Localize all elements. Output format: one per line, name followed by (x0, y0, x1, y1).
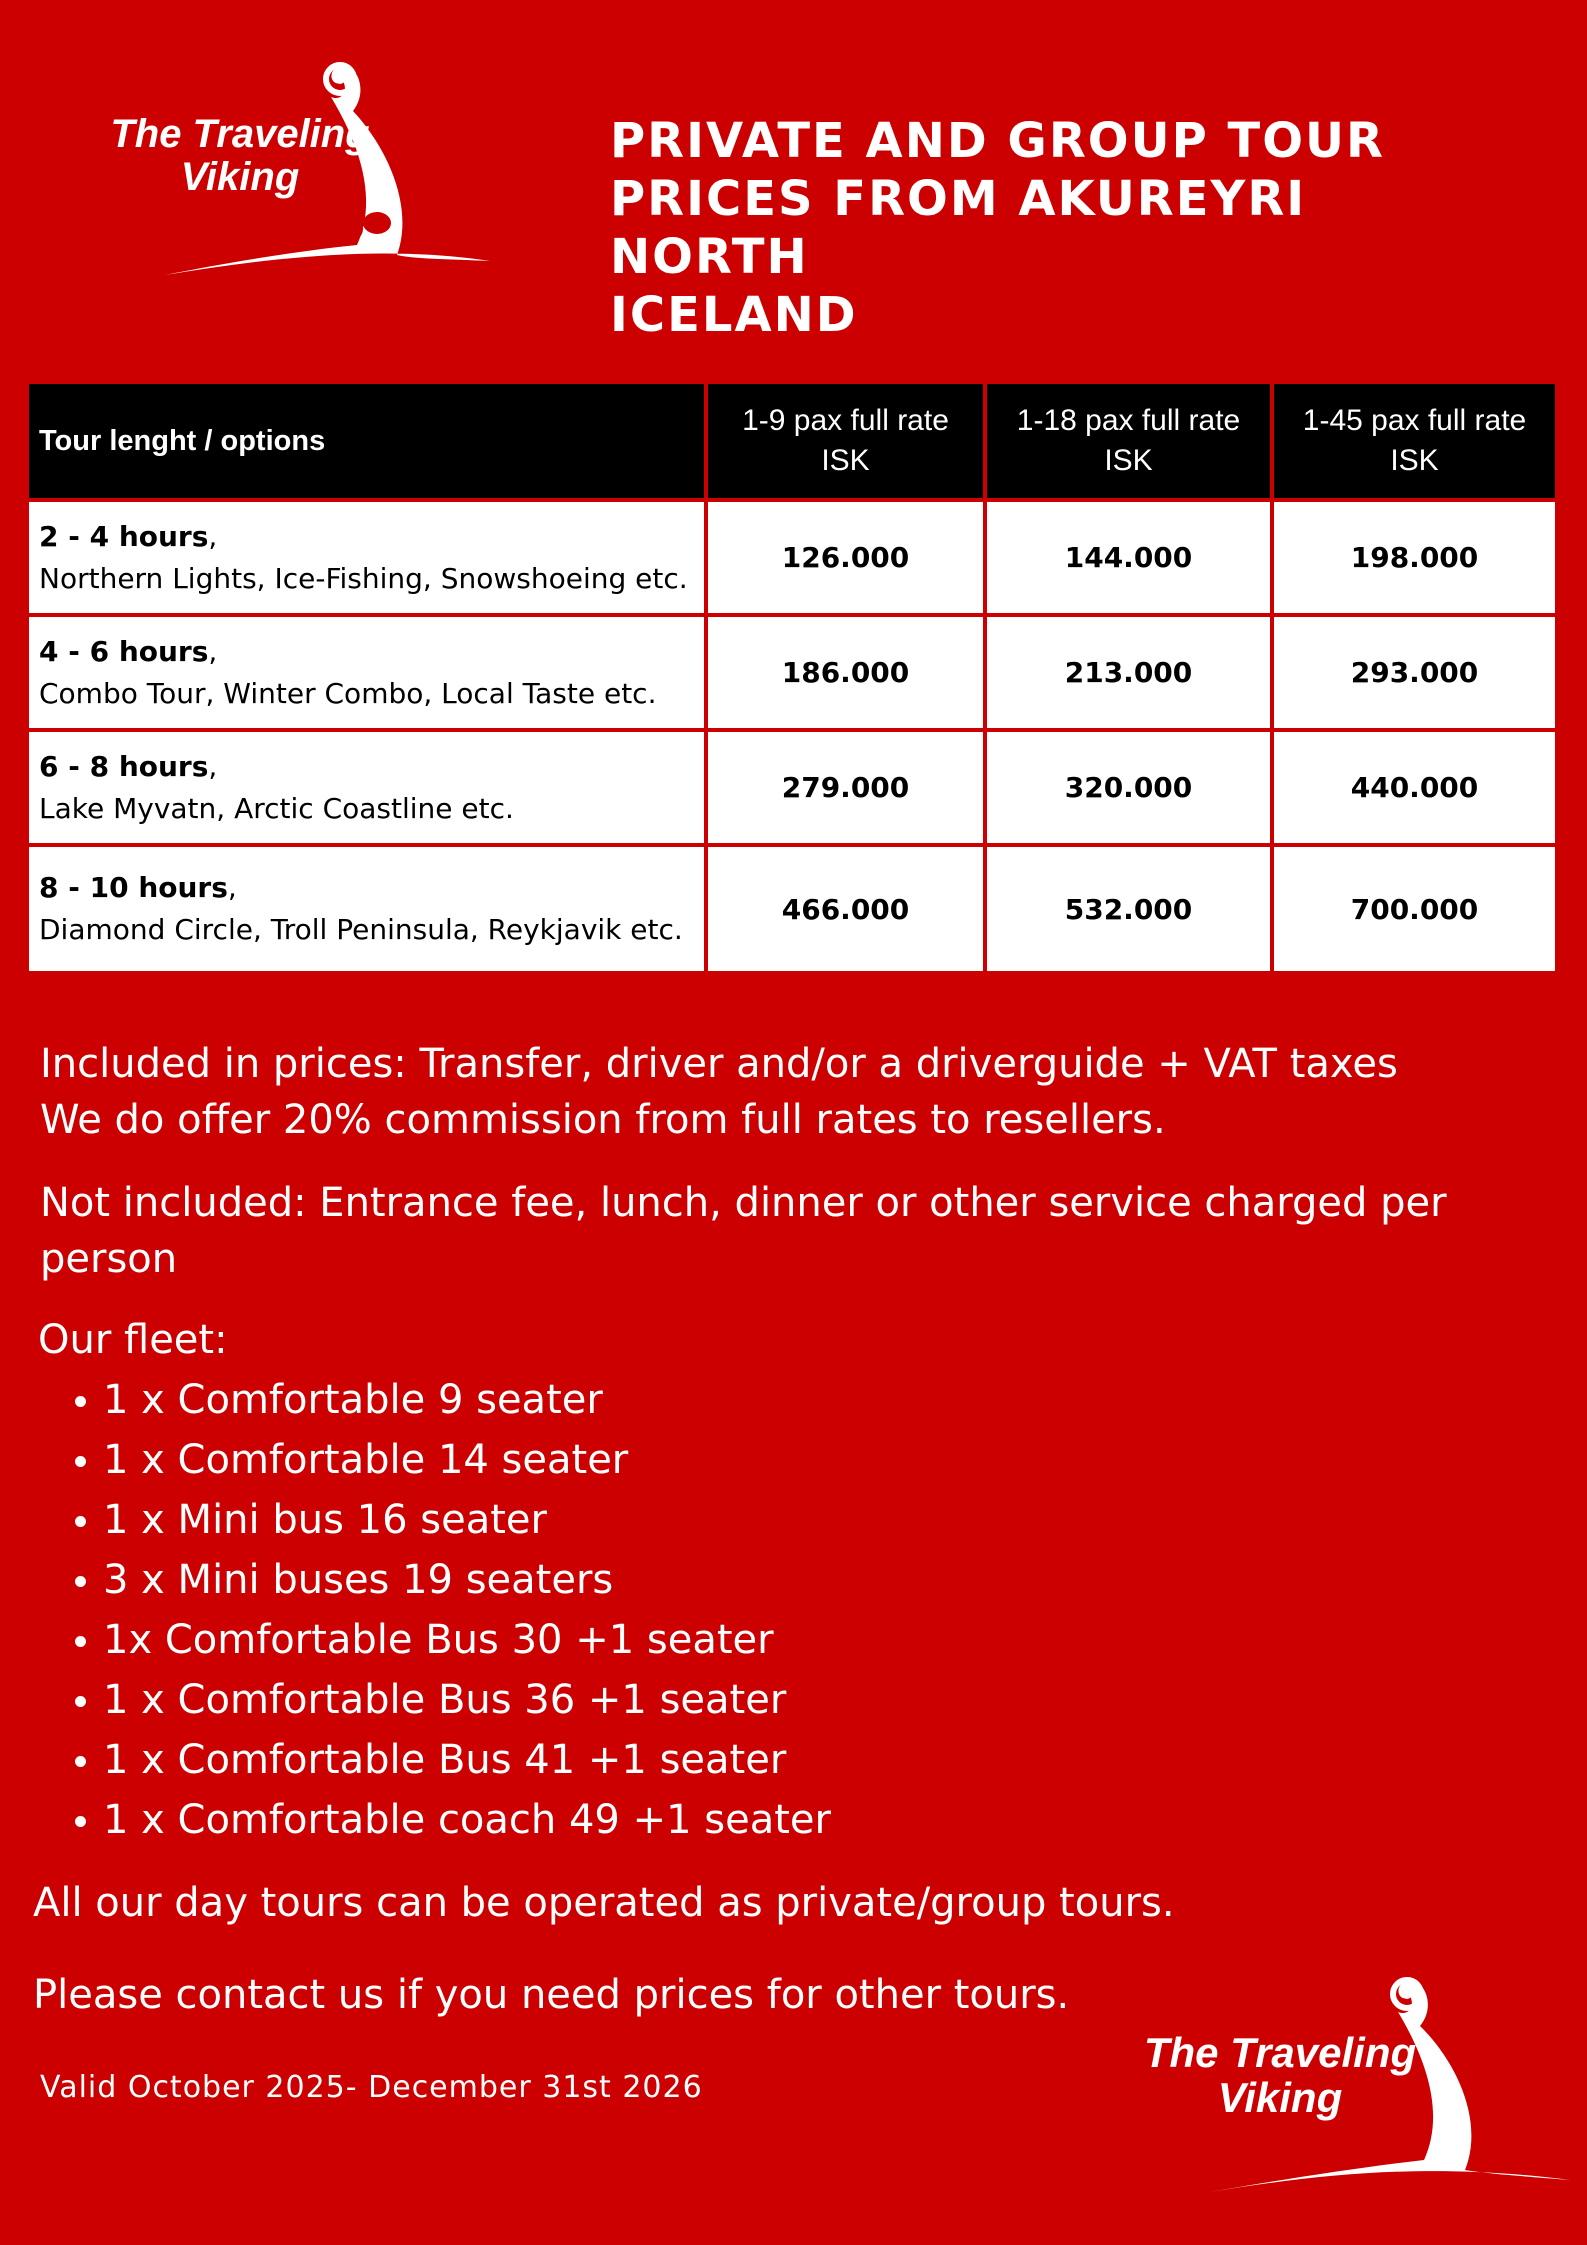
price-cell: 126.000 (706, 500, 985, 615)
price-cell: 279.000 (706, 730, 985, 845)
not-included-text-cont: person (40, 1236, 178, 1282)
list-item: 1 x Comfortable coach 49 +1 seater (70, 1790, 831, 1850)
list-item: 1 x Comfortable Bus 36 +1 seater (70, 1670, 831, 1730)
price-cell: 700.000 (1272, 845, 1557, 973)
logo-top (85, 45, 545, 285)
list-item: 1 x Mini bus 16 seater (70, 1490, 831, 1550)
price-table (25, 380, 1559, 975)
tour-options: Northern Lights, Ice-Fishing, Snowshoeing etc. (39, 561, 688, 595)
list-item: 3 x Mini buses 19 seaters (70, 1550, 831, 1610)
fleet-list (70, 1370, 831, 1850)
column-header-1-45-pax: 1-45 pax full rate ISK (1272, 382, 1557, 500)
tour-cell: 8 - 10 hours, Diamond Circle, Troll Peninsula, Reykjavik etc. (27, 845, 706, 973)
tour-length: 8 - 10 hours (39, 871, 228, 904)
table-row (27, 500, 1557, 615)
logo-bottom (1120, 1960, 1580, 2200)
price-cell: 532.000 (985, 845, 1272, 973)
commission-text: We do offer 20% commission from full rates to resellers. (40, 1097, 1166, 1143)
tour-cell: 2 - 4 hours, Northern Lights, Ice-Fishing, Snowshoeing etc. (27, 500, 706, 615)
price-cell: 440.000 (1272, 730, 1557, 845)
pricing-info (40, 1036, 1540, 1287)
price-cell: 213.000 (985, 615, 1272, 730)
private-group-text: All our day tours can be operated as private/group tours. (33, 1880, 1175, 1926)
tour-length: 6 - 8 hours (39, 749, 209, 783)
tour-options: Lake Myvatn, Arctic Coastline etc. (39, 791, 514, 825)
page-title: PRIVATE AND GROUP TOUR PRICES FROM AKUREYRI NORTH ICELAND (610, 113, 1385, 343)
price-cell: 320.000 (985, 730, 1272, 845)
column-header-tour: Tour lenght / options (27, 382, 706, 500)
tour-length: 4 - 6 hours (39, 634, 209, 668)
included-text: Included in prices: Transfer, driver and/or a driverguide + VAT taxes (40, 1041, 1398, 1087)
list-item: 1 x Comfortable 14 seater (70, 1430, 831, 1490)
column-header-1-18-pax: 1-18 pax full rate ISK (985, 382, 1272, 500)
table-header-row (27, 382, 1557, 500)
list-item: 1x Comfortable Bus 30 +1 seater (70, 1610, 831, 1670)
table-row (27, 730, 1557, 845)
not-included-text: Not included: Entrance fee, lunch, dinner or other service charged per (40, 1180, 1447, 1226)
brand-name: The Traveling Viking (1143, 2029, 1417, 2122)
list-item: 1 x Comfortable 9 seater (70, 1370, 831, 1430)
tour-options: Diamond Circle, Troll Peninsula, Reykjavik etc. (39, 913, 683, 946)
tour-cell: 6 - 8 hours, Lake Myvatn, Arctic Coastline etc. (27, 730, 706, 845)
closing-notes (33, 1875, 1175, 2023)
table-row (27, 615, 1557, 730)
validity-text: Valid October 2025- December 31st 2026 (40, 2070, 703, 2105)
price-cell: 293.000 (1272, 615, 1557, 730)
list-item: 1 x Comfortable Bus 41 +1 seater (70, 1730, 831, 1790)
tour-length: 2 - 4 hours (39, 519, 209, 553)
fleet-title: Our fleet: (38, 1317, 228, 1363)
table-row (27, 845, 1557, 973)
tour-cell: 4 - 6 hours, Combo Tour, Winter Combo, Local Taste etc. (27, 615, 706, 730)
price-cell: 144.000 (985, 500, 1272, 615)
tour-options: Combo Tour, Winter Combo, Local Taste etc. (39, 676, 657, 710)
price-cell: 466.000 (706, 845, 985, 973)
column-header-1-9-pax: 1-9 pax full rate ISK (706, 382, 985, 500)
price-cell: 198.000 (1272, 500, 1557, 615)
contact-text: Please contact us if you need prices for other tours. (33, 1972, 1070, 2018)
brand-name: The Traveling Viking (110, 112, 370, 200)
price-cell: 186.000 (706, 615, 985, 730)
